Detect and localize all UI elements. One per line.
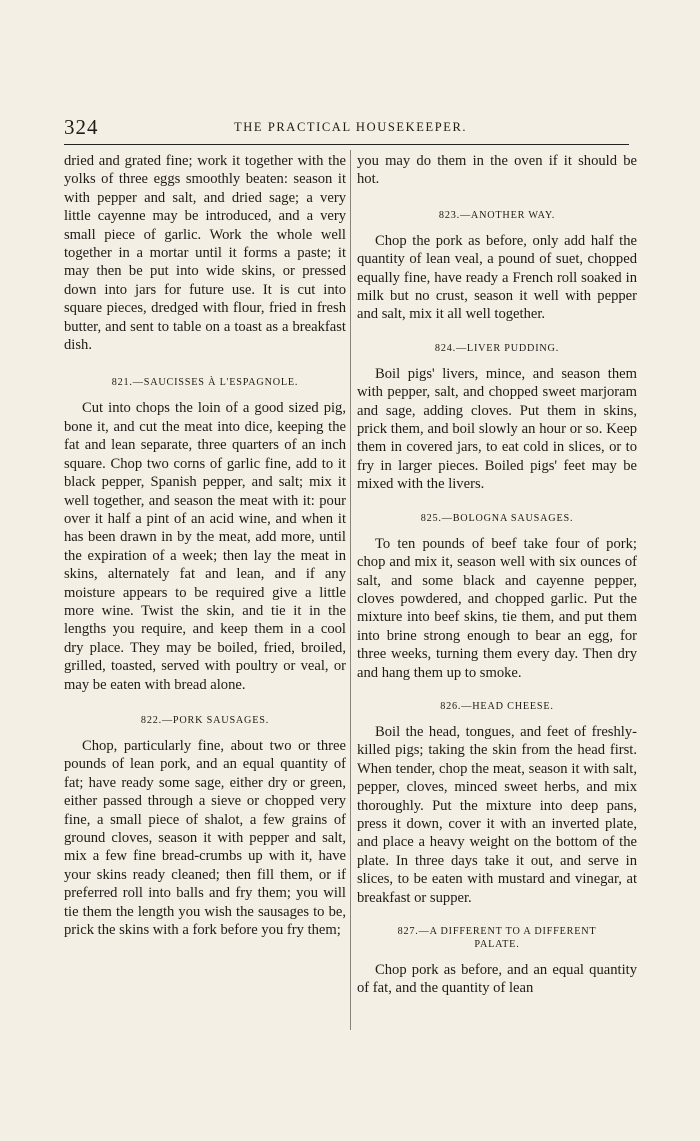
recipe-825 (357, 512, 637, 682)
right-column (357, 152, 637, 998)
recipe-heading: 825.—BOLOGNA SAUSAGES. (420, 512, 574, 524)
recipe-text: Boil the head, tongues, and feet of freshly-killed pigs; taking the skin from the head first. When tender, chop the meat, season it with salt, pepper, cloves, minced sweet herbs, and mix thoroughly. Put the mixture into deep pans, press it down, cover it with an inverted plate, and place a heavy weight on the bottom of the plate. In three days take it out, and serve in slices, to be eaten with mustard and vinegar, at breakfast or supper. (357, 723, 637, 906)
recipe-text: Chop, particularly fine, about two or three pounds of lean pork, and an equal quantity of fat; have ready some sage, either dry or green, either passed through a sieve or chopped very fine, a small piece of shalot, a few grains of ground cloves, season it with pepper and salt, mix a few fine bread-crumbs up with it, have your skins ready cleaned; then fill them, or if preferred roll into balls and fry them; you will tie them the length you wish the sausages to be, prick the skins with a fork before you fry them; (64, 737, 346, 939)
recipe-text: Chop the pork as before, only add half the quantity of lean veal, a pound of suet, chopped equally fine, have ready a French roll soaked in milk but no crust, season it well with pepper and salt, mix it all well together. (357, 232, 637, 323)
continued-paragraph: dried and grated fine; work it together with the yolks of three eggs smoothly beaten: season it with pepper and salt, and dried sage; a very little cayenne may be introduced, and a very small piece of garlic. Work the whole well together in a mortar until it forms a paste; it may then be put into wide skins, or pressed down into jars for future use. It is cut into square pieces, dredged with flour, fried in fresh butter, and sent to table on a toast as a breakfast dish. (64, 153, 346, 354)
recipe-text: Cut into chops the loin of a good sized pig, bone it, and cut the meat into dice, keeping the fat and lean separate, three quarters of an inch square. Chop two corns of garlic fine, add to it black pepper, Spanish pepper, and salt; mix it well together, and season the meat with it: pour over it half a pint of an acid wine, and when it has been drawn in by the meat, add more, until the expiration of a week; then lay the meat in skins, alternately fat and lean, and if any moisture appears to be required give a little more wine. Twist the skin, and tie it in the lengths you require, and keep them in a cool dry place. They may be boiled, fried, broiled, grilled, toasted, served with poultry or veal, or may be eaten with bread alone. (64, 400, 346, 693)
recipe-heading: 826.—HEAD CHEESE. (440, 700, 554, 712)
recipe-text: Boil pigs' livers, mince, and season them with pepper, salt, and chopped sweet marjoram and sage, adding cloves. Put them in skins, prick them, and boil slowly an hour or so. Keep them in covered jars, to eat cold in slices, or to fry in larger pieces. Boiled pigs' feet may be mixed with the livers. (357, 365, 637, 493)
recipe-heading: 827.—A DIFFERENT TO A DIFFERENT PALATE. (397, 926, 597, 950)
page-header (64, 112, 646, 142)
running-head: THE PRACTICAL HOUSEKEEPER. (234, 120, 468, 134)
header-rule (64, 144, 629, 145)
page-number: 324 (64, 115, 99, 139)
recipe-heading: 824.—LIVER PUDDING. (434, 342, 560, 354)
column-divider (350, 150, 351, 1030)
left-column (64, 152, 346, 939)
recipe-heading: 823.—ANOTHER WAY. (438, 209, 556, 221)
recipe-827 (357, 925, 637, 998)
recipe-822 (64, 714, 346, 939)
recipe-text: Chop pork as before, and an equal quantity of fat, and the quantity of lean (357, 962, 637, 997)
recipe-823 (357, 209, 637, 324)
recipe-heading: 821.—SAUCISSES À L'ESPAGNOLE. (111, 377, 299, 389)
recipe-text: To ten pounds of beef take four of pork; chop and mix it, season well with six ounces of salt, and some black and cayenne pepper, cloves powdered, and chopped garlic. Put the mixture into beef skins, tie them, and put them into brine strong enough to bear an egg, for three weeks, turning them every day. Then dry and hang them up to smoke. (357, 535, 637, 681)
recipe-826 (357, 700, 637, 907)
recipe-824 (357, 342, 637, 494)
recipe-821 (64, 376, 346, 694)
continued-paragraph: you may do them in the oven if it should be hot. (357, 153, 637, 188)
recipe-heading: 822.—PORK SAUSAGES. (140, 714, 270, 726)
